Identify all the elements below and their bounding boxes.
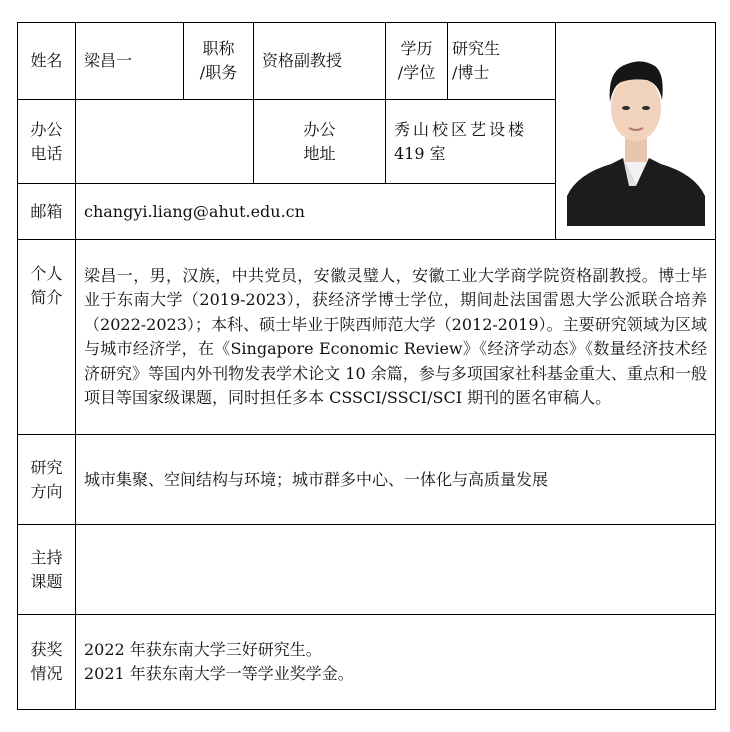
title-label-line1: 职称 — [202, 39, 235, 58]
photo-cell — [556, 23, 716, 240]
phone-value — [76, 100, 254, 184]
title-label-line2: /职务 — [199, 63, 238, 82]
title-value: 资格副教授 — [254, 23, 386, 100]
research-label — [18, 435, 76, 525]
phone-label-line2: 电话 — [30, 143, 63, 163]
research-label-line2: 方向 — [30, 481, 63, 501]
addr-value-line2: 419 室 — [394, 143, 446, 163]
email-label: 邮箱 — [18, 184, 76, 240]
profile-table — [17, 22, 716, 710]
projects-value — [76, 525, 716, 615]
projects-label-line2: 课题 — [30, 571, 63, 591]
edu-label-line2: /学位 — [397, 63, 436, 82]
bio-label — [18, 240, 76, 435]
edu-label — [386, 23, 448, 100]
bio-value: 梁昌一，男，汉族，中共党员，安徽灵璧人，安徽工业大学商学院资格副教授。博士毕业于东南大学（2019-2023），获经济学博士学位，期间赴法国雷恩大学公派联合培养（2022-2023）；本科、硕士毕业于陕西师范大学（2012-2019）。主要研究领域为区域与城市经济学，在《Singapore Economic Review》《经济学动态》《数量经济技术经济研究》等国内外刊物发表学术论文 10 余篇，参与多项国家社科基金重大、重点和一般项目等国家级课题，同时担任多本 CSSCI/SSCI/SCI 期刊的匿名审稿人。 — [76, 240, 716, 435]
addr-value — [386, 100, 556, 184]
awards-value — [76, 615, 716, 710]
projects-label — [18, 525, 76, 615]
award-item: 2022 年获东南大学三好研究生。 — [84, 640, 322, 659]
name-label: 姓名 — [18, 23, 76, 100]
email-value: changyi.liang@ahut.edu.cn — [76, 184, 556, 240]
addr-value-line1: 秀山校区艺设楼 — [394, 119, 528, 139]
edu-value — [448, 23, 556, 100]
awards-label — [18, 615, 76, 710]
addr-label — [254, 100, 386, 184]
phone-label-line1: 办公 — [30, 119, 63, 139]
portrait-photo-icon — [567, 36, 705, 226]
phone-label — [18, 100, 76, 184]
addr-label-line2: 地址 — [303, 143, 336, 163]
title-label — [184, 23, 254, 100]
edu-value-line1: 研究生 — [452, 39, 501, 58]
awards-label-line2: 情况 — [30, 664, 63, 683]
projects-label-line1: 主持 — [30, 547, 63, 567]
addr-label-line1: 办公 — [303, 119, 336, 139]
award-item: 2021 年获东南大学一等学业奖学金。 — [84, 664, 354, 683]
research-label-line1: 研究 — [30, 457, 63, 477]
bio-label-line2: 简介 — [30, 288, 63, 307]
name-value: 梁昌一 — [76, 23, 184, 100]
edu-label-line1: 学历 — [400, 39, 433, 58]
research-value: 城市集聚、空间结构与环境；城市群多中心、一体化与高质量发展 — [76, 435, 716, 525]
edu-value-line2: /博士 — [452, 63, 490, 82]
bio-label-line1: 个人 — [30, 264, 63, 283]
awards-label-line1: 获奖 — [30, 640, 63, 659]
